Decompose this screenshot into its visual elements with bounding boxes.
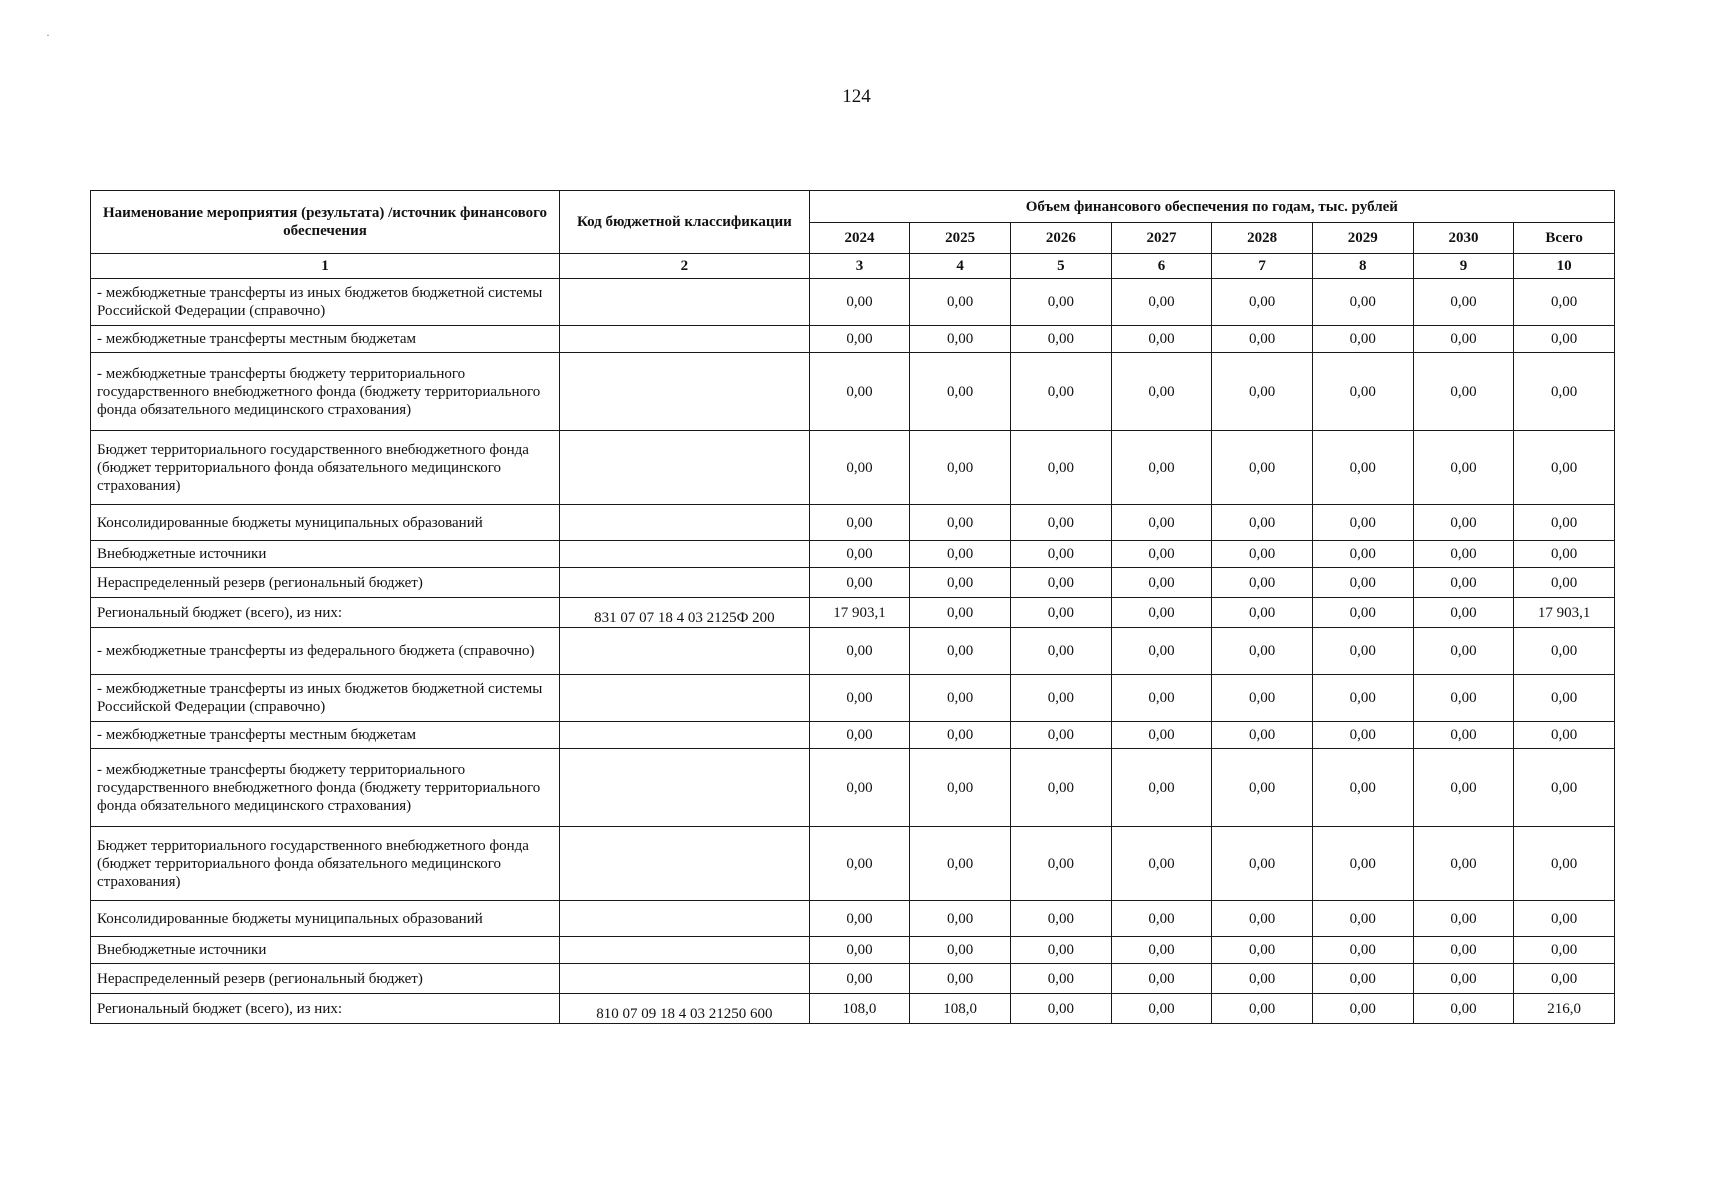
header-year-2025: 2025 xyxy=(910,223,1011,254)
row-value-total: 0,00 xyxy=(1514,901,1615,937)
row-value-2026: 0,00 xyxy=(1011,722,1112,749)
scan-mark: · xyxy=(46,28,50,42)
row-value-2027: 0,00 xyxy=(1111,326,1212,353)
row-value-2024: 0,00 xyxy=(809,722,910,749)
row-name: - межбюджетные трансферты бюджету территориального государственного внебюджетного фонда (бюджету территориального фонда обязательного медицинского страхования) xyxy=(91,749,560,827)
row-budget-code xyxy=(560,505,810,541)
row-value-total: 216,0 xyxy=(1514,994,1615,1024)
row-value-2025: 0,00 xyxy=(910,964,1011,994)
header-year-2024: 2024 xyxy=(809,223,910,254)
table-row xyxy=(91,628,1615,675)
row-value-2026: 0,00 xyxy=(1011,628,1112,675)
row-value-2029: 0,00 xyxy=(1312,827,1413,901)
row-value-2028: 0,00 xyxy=(1212,675,1313,722)
row-value-total: 0,00 xyxy=(1514,568,1615,598)
row-value-2027: 0,00 xyxy=(1111,901,1212,937)
column-number-6: 6 xyxy=(1111,254,1212,279)
row-value-2028: 0,00 xyxy=(1212,568,1313,598)
row-value-2030: 0,00 xyxy=(1413,541,1514,568)
row-value-2030: 0,00 xyxy=(1413,353,1514,431)
row-value-total: 0,00 xyxy=(1514,628,1615,675)
table-row xyxy=(91,827,1615,901)
column-number-10: 10 xyxy=(1514,254,1615,279)
row-budget-code xyxy=(560,568,810,598)
row-value-2029: 0,00 xyxy=(1312,353,1413,431)
row-name: Внебюджетные источники xyxy=(91,541,560,568)
column-number-1: 1 xyxy=(91,254,560,279)
row-name: - межбюджетные трансферты местным бюджетам xyxy=(91,326,560,353)
header-year-2029: 2029 xyxy=(1312,223,1413,254)
row-value-2025: 0,00 xyxy=(910,541,1011,568)
row-value-2028: 0,00 xyxy=(1212,901,1313,937)
row-value-2025: 0,00 xyxy=(910,279,1011,326)
column-number-2: 2 xyxy=(560,254,810,279)
row-budget-code xyxy=(560,901,810,937)
row-value-2028: 0,00 xyxy=(1212,827,1313,901)
row-value-2025: 0,00 xyxy=(910,326,1011,353)
table-row xyxy=(91,994,1615,1024)
column-number-7: 7 xyxy=(1212,254,1313,279)
row-value-2027: 0,00 xyxy=(1111,431,1212,505)
table-row xyxy=(91,722,1615,749)
row-value-2029: 0,00 xyxy=(1312,994,1413,1024)
row-value-2024: 0,00 xyxy=(809,541,910,568)
row-value-2027: 0,00 xyxy=(1111,541,1212,568)
row-value-2026: 0,00 xyxy=(1011,541,1112,568)
row-value-2025: 0,00 xyxy=(910,827,1011,901)
row-value-2027: 0,00 xyxy=(1111,353,1212,431)
row-value-2026: 0,00 xyxy=(1011,598,1112,628)
row-budget-code xyxy=(560,749,810,827)
row-name: Региональный бюджет (всего), из них: xyxy=(91,994,560,1024)
row-budget-code xyxy=(560,722,810,749)
row-value-2028: 0,00 xyxy=(1212,722,1313,749)
row-value-2026: 0,00 xyxy=(1011,568,1112,598)
row-value-2029: 0,00 xyxy=(1312,279,1413,326)
row-value-2025: 0,00 xyxy=(910,901,1011,937)
row-value-2025: 0,00 xyxy=(910,353,1011,431)
row-value-2030: 0,00 xyxy=(1413,964,1514,994)
row-value-2030: 0,00 xyxy=(1413,675,1514,722)
row-value-2029: 0,00 xyxy=(1312,901,1413,937)
row-value-2024: 0,00 xyxy=(809,568,910,598)
row-value-2028: 0,00 xyxy=(1212,431,1313,505)
row-value-2025: 0,00 xyxy=(910,722,1011,749)
row-value-2030: 0,00 xyxy=(1413,827,1514,901)
row-value-2029: 0,00 xyxy=(1312,964,1413,994)
row-value-total: 0,00 xyxy=(1514,675,1615,722)
row-value-2026: 0,00 xyxy=(1011,353,1112,431)
column-number-5: 5 xyxy=(1011,254,1112,279)
row-value-2025: 108,0 xyxy=(910,994,1011,1024)
row-value-2029: 0,00 xyxy=(1312,628,1413,675)
row-value-2030: 0,00 xyxy=(1413,568,1514,598)
row-value-2027: 0,00 xyxy=(1111,937,1212,964)
row-value-2028: 0,00 xyxy=(1212,505,1313,541)
row-name: - межбюджетные трансферты местным бюджетам xyxy=(91,722,560,749)
row-budget-code xyxy=(560,937,810,964)
row-value-2025: 0,00 xyxy=(910,675,1011,722)
row-name: - межбюджетные трансферты бюджету территориального государственного внебюджетного фонда (бюджету территориального фонда обязательного медицинского страхования) xyxy=(91,353,560,431)
table-row xyxy=(91,353,1615,431)
row-value-2026: 0,00 xyxy=(1011,326,1112,353)
row-value-2028: 0,00 xyxy=(1212,994,1313,1024)
row-budget-code xyxy=(560,628,810,675)
row-value-2025: 0,00 xyxy=(910,431,1011,505)
row-budget-code xyxy=(560,541,810,568)
row-value-2027: 0,00 xyxy=(1111,994,1212,1024)
row-budget-code: 810 07 09 18 4 03 21250 600 xyxy=(560,994,810,1024)
row-value-2024: 0,00 xyxy=(809,964,910,994)
row-name: Нераспределенный резерв (региональный бюджет) xyxy=(91,568,560,598)
row-value-2029: 0,00 xyxy=(1312,541,1413,568)
row-value-total: 0,00 xyxy=(1514,749,1615,827)
row-value-total: 0,00 xyxy=(1514,722,1615,749)
row-value-2026: 0,00 xyxy=(1011,505,1112,541)
table-row xyxy=(91,749,1615,827)
row-value-2024: 0,00 xyxy=(809,326,910,353)
row-value-2028: 0,00 xyxy=(1212,937,1313,964)
row-value-2026: 0,00 xyxy=(1011,827,1112,901)
row-value-2024: 0,00 xyxy=(809,431,910,505)
row-value-2025: 0,00 xyxy=(910,749,1011,827)
header-name-col: Наименование мероприятия (результата) /источник финансового обеспечения xyxy=(91,191,560,254)
row-value-2026: 0,00 xyxy=(1011,675,1112,722)
row-value-2030: 0,00 xyxy=(1413,431,1514,505)
row-budget-code xyxy=(560,827,810,901)
row-name: Региональный бюджет (всего), из них: xyxy=(91,598,560,628)
row-value-2030: 0,00 xyxy=(1413,901,1514,937)
row-value-total: 0,00 xyxy=(1514,505,1615,541)
table-row xyxy=(91,675,1615,722)
header-code-col: Код бюджетной классификации xyxy=(560,191,810,254)
row-value-2024: 17 903,1 xyxy=(809,598,910,628)
table-row xyxy=(91,279,1615,326)
row-name: Внебюджетные источники xyxy=(91,937,560,964)
row-value-2026: 0,00 xyxy=(1011,994,1112,1024)
row-value-2026: 0,00 xyxy=(1011,901,1112,937)
row-value-2030: 0,00 xyxy=(1413,722,1514,749)
row-value-2029: 0,00 xyxy=(1312,326,1413,353)
row-name: Бюджет территориального государственного внебюджетного фонда (бюджет территориального фонда обязательного медицинского страхования) xyxy=(91,431,560,505)
row-budget-code xyxy=(560,675,810,722)
row-value-2027: 0,00 xyxy=(1111,279,1212,326)
row-value-total: 0,00 xyxy=(1514,827,1615,901)
table-row xyxy=(91,598,1615,628)
page-number: 124 xyxy=(842,86,871,107)
row-value-2026: 0,00 xyxy=(1011,279,1112,326)
table-row xyxy=(91,326,1615,353)
row-value-2028: 0,00 xyxy=(1212,598,1313,628)
row-value-2027: 0,00 xyxy=(1111,598,1212,628)
header-year-2026: 2026 xyxy=(1011,223,1112,254)
row-name: - межбюджетные трансферты из иных бюджетов бюджетной системы Российской Федерации (справочно) xyxy=(91,279,560,326)
row-value-2027: 0,00 xyxy=(1111,628,1212,675)
row-name: - межбюджетные трансферты из федерального бюджета (справочно) xyxy=(91,628,560,675)
row-value-total: 0,00 xyxy=(1514,353,1615,431)
table-row xyxy=(91,901,1615,937)
row-value-2025: 0,00 xyxy=(910,598,1011,628)
row-value-2030: 0,00 xyxy=(1413,937,1514,964)
row-value-2025: 0,00 xyxy=(910,937,1011,964)
row-value-2024: 0,00 xyxy=(809,505,910,541)
row-value-2026: 0,00 xyxy=(1011,431,1112,505)
row-value-total: 0,00 xyxy=(1514,937,1615,964)
row-value-2024: 0,00 xyxy=(809,937,910,964)
row-value-2026: 0,00 xyxy=(1011,964,1112,994)
column-number-9: 9 xyxy=(1413,254,1514,279)
row-value-2030: 0,00 xyxy=(1413,505,1514,541)
row-value-total: 0,00 xyxy=(1514,326,1615,353)
row-value-2028: 0,00 xyxy=(1212,749,1313,827)
row-value-2029: 0,00 xyxy=(1312,749,1413,827)
row-value-total: 0,00 xyxy=(1514,279,1615,326)
row-value-2029: 0,00 xyxy=(1312,598,1413,628)
row-value-2024: 0,00 xyxy=(809,675,910,722)
row-value-2030: 0,00 xyxy=(1413,994,1514,1024)
row-value-2024: 0,00 xyxy=(809,353,910,431)
row-value-2027: 0,00 xyxy=(1111,505,1212,541)
row-value-2030: 0,00 xyxy=(1413,279,1514,326)
table-row xyxy=(91,541,1615,568)
row-value-2027: 0,00 xyxy=(1111,722,1212,749)
row-value-2026: 0,00 xyxy=(1011,937,1112,964)
row-budget-code xyxy=(560,326,810,353)
row-value-2024: 0,00 xyxy=(809,279,910,326)
row-name: - межбюджетные трансферты из иных бюджетов бюджетной системы Российской Федерации (справочно) xyxy=(91,675,560,722)
row-value-2025: 0,00 xyxy=(910,628,1011,675)
row-value-2027: 0,00 xyxy=(1111,827,1212,901)
row-budget-code xyxy=(560,964,810,994)
row-value-2028: 0,00 xyxy=(1212,541,1313,568)
row-value-2028: 0,00 xyxy=(1212,964,1313,994)
row-value-2030: 0,00 xyxy=(1413,628,1514,675)
row-name: Консолидированные бюджеты муниципальных образований xyxy=(91,901,560,937)
row-budget-code: 831 07 07 18 4 03 2125Ф 200 xyxy=(560,598,810,628)
row-value-2024: 0,00 xyxy=(809,628,910,675)
row-value-2027: 0,00 xyxy=(1111,964,1212,994)
row-value-2030: 0,00 xyxy=(1413,749,1514,827)
table-row xyxy=(91,937,1615,964)
row-name: Нераспределенный резерв (региональный бюджет) xyxy=(91,964,560,994)
row-name: Бюджет территориального государственного внебюджетного фонда (бюджет территориального фонда обязательного медицинского страхования) xyxy=(91,827,560,901)
row-budget-code xyxy=(560,279,810,326)
row-value-2027: 0,00 xyxy=(1111,568,1212,598)
column-number-4: 4 xyxy=(910,254,1011,279)
row-budget-code xyxy=(560,353,810,431)
column-number-3: 3 xyxy=(809,254,910,279)
header-year-2027: 2027 xyxy=(1111,223,1212,254)
row-value-2029: 0,00 xyxy=(1312,675,1413,722)
row-value-2028: 0,00 xyxy=(1212,353,1313,431)
row-value-2027: 0,00 xyxy=(1111,749,1212,827)
row-value-2029: 0,00 xyxy=(1312,568,1413,598)
table-row xyxy=(91,568,1615,598)
row-value-2029: 0,00 xyxy=(1312,431,1413,505)
row-value-total: 0,00 xyxy=(1514,964,1615,994)
row-value-2026: 0,00 xyxy=(1011,749,1112,827)
row-value-2024: 0,00 xyxy=(809,901,910,937)
column-number-8: 8 xyxy=(1312,254,1413,279)
header-year-total: Всего xyxy=(1514,223,1615,254)
row-value-2024: 108,0 xyxy=(809,994,910,1024)
row-value-2028: 0,00 xyxy=(1212,279,1313,326)
row-value-total: 0,00 xyxy=(1514,541,1615,568)
row-name: Консолидированные бюджеты муниципальных образований xyxy=(91,505,560,541)
row-value-2028: 0,00 xyxy=(1212,326,1313,353)
row-value-2024: 0,00 xyxy=(809,749,910,827)
row-value-total: 17 903,1 xyxy=(1514,598,1615,628)
row-value-2025: 0,00 xyxy=(910,505,1011,541)
header-year-2028: 2028 xyxy=(1212,223,1313,254)
row-value-2029: 0,00 xyxy=(1312,937,1413,964)
row-budget-code xyxy=(560,431,810,505)
header-volume-group: Объем финансового обеспечения по годам, тыс. рублей xyxy=(809,191,1614,223)
table-row xyxy=(91,431,1615,505)
row-value-2024: 0,00 xyxy=(809,827,910,901)
table-row xyxy=(91,505,1615,541)
header-year-2030: 2030 xyxy=(1413,223,1514,254)
row-value-2029: 0,00 xyxy=(1312,505,1413,541)
row-value-2028: 0,00 xyxy=(1212,628,1313,675)
financing-table xyxy=(90,190,1615,1024)
row-value-2029: 0,00 xyxy=(1312,722,1413,749)
row-value-2025: 0,00 xyxy=(910,568,1011,598)
row-value-2030: 0,00 xyxy=(1413,598,1514,628)
row-value-2027: 0,00 xyxy=(1111,675,1212,722)
row-value-total: 0,00 xyxy=(1514,431,1615,505)
table-row xyxy=(91,964,1615,994)
row-value-2030: 0,00 xyxy=(1413,326,1514,353)
